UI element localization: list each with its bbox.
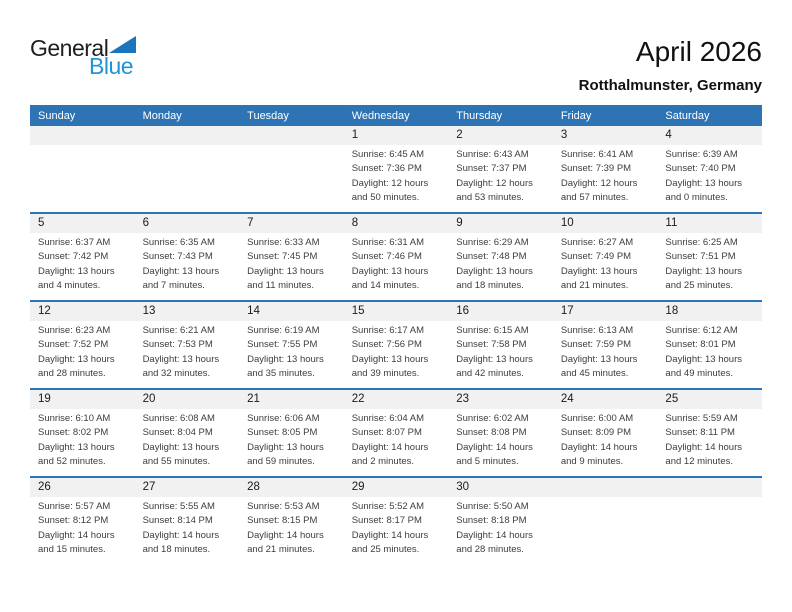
sunset-text: Sunset: 8:07 PM: [351, 427, 422, 439]
sunset-text: Sunset: 7:46 PM: [351, 251, 422, 263]
day-info: [553, 409, 658, 469]
sunset-text: Sunset: 7:37 PM: [456, 163, 527, 175]
day-info: [657, 409, 762, 469]
date-label: 16: [448, 302, 553, 321]
calendar-day-cell: [448, 302, 553, 388]
calendar-day-cell: [553, 302, 658, 388]
day-info: [448, 145, 553, 205]
sunset-text: Sunset: 8:05 PM: [247, 427, 318, 439]
date-label: 30: [448, 478, 553, 497]
sunrise-text: Sunrise: 6:41 AM: [560, 149, 634, 160]
daylight-text: Daylight: 13 hours and 39 minutes.: [351, 353, 429, 379]
logo-text-blue: Blue: [89, 53, 134, 79]
date-label: 14: [239, 302, 344, 321]
calendar-day-cell: [239, 302, 344, 388]
date-label: 10: [553, 214, 658, 233]
sunset-text: Sunset: 7:51 PM: [665, 251, 736, 263]
day-info: [344, 145, 449, 205]
day-info: [553, 145, 658, 205]
calendar-day-cell: [448, 478, 553, 564]
sunrise-text: Sunrise: 6:02 AM: [456, 413, 529, 424]
general-blue-logo: [30, 36, 136, 78]
calendar-week-row: [30, 212, 762, 300]
day-info: [239, 497, 344, 557]
date-label: 22: [344, 390, 449, 409]
date-label: 21: [239, 390, 344, 409]
day-info: [448, 409, 553, 469]
day-info: [239, 321, 344, 381]
calendar-empty-cell: [135, 126, 240, 212]
sunset-text: Sunset: 7:55 PM: [247, 339, 318, 351]
calendar-day-cell: [135, 478, 240, 564]
daylight-text: Daylight: 14 hours and 18 minutes.: [142, 529, 220, 555]
date-label: 24: [553, 390, 658, 409]
logo-text-general: General: [30, 35, 109, 61]
daylight-text: Daylight: 13 hours and 35 minutes.: [247, 353, 324, 379]
sunset-text: Sunset: 7:42 PM: [38, 251, 109, 263]
daylight-text: Daylight: 14 hours and 28 minutes.: [456, 529, 533, 555]
calendar-empty-cell: [553, 478, 658, 564]
day-info: [448, 233, 553, 293]
sunrise-text: Sunrise: 6:37 AM: [38, 237, 111, 248]
dow-header-monday: Monday: [142, 109, 182, 122]
daylight-text: Daylight: 13 hours and 25 minutes.: [665, 265, 742, 291]
calendar-week-row: [30, 126, 762, 212]
date-label: 7: [239, 214, 344, 233]
day-info: [448, 321, 553, 381]
calendar-day-cell: [553, 126, 658, 212]
sunset-text: Sunset: 7:52 PM: [38, 339, 109, 351]
date-label: 4: [657, 126, 762, 145]
sunset-text: Sunset: 7:53 PM: [142, 339, 213, 351]
calendar-day-cell: [344, 302, 449, 388]
sunrise-text: Sunrise: 6:04 AM: [351, 413, 425, 424]
day-info: [344, 321, 449, 381]
calendar-day-cell: [135, 214, 240, 300]
date-label: 11: [657, 214, 762, 233]
date-label: [135, 126, 240, 145]
sunrise-text: Sunrise: 6:33 AM: [247, 237, 320, 248]
page-title: April 2026: [635, 36, 762, 67]
sunset-text: Sunset: 8:15 PM: [247, 515, 318, 527]
sunrise-text: Sunrise: 5:53 AM: [247, 501, 320, 512]
daylight-text: Daylight: 14 hours and 25 minutes.: [351, 529, 429, 555]
sunset-text: Sunset: 8:11 PM: [665, 427, 735, 439]
sunrise-text: Sunrise: 6:43 AM: [456, 149, 529, 160]
calendar-day-cell: [448, 390, 553, 476]
day-info: [553, 233, 658, 293]
sunrise-text: Sunrise: 6:08 AM: [142, 413, 215, 424]
sunset-text: Sunset: 7:49 PM: [560, 251, 632, 263]
sunrise-text: Sunrise: 5:50 AM: [456, 501, 529, 512]
daylight-text: Daylight: 13 hours and 18 minutes.: [456, 265, 533, 291]
daylight-text: Daylight: 14 hours and 15 minutes.: [38, 529, 115, 555]
calendar-day-cell: [344, 390, 449, 476]
day-info: [30, 321, 135, 381]
sunset-text: Sunset: 8:17 PM: [351, 515, 422, 527]
date-label: 13: [135, 302, 240, 321]
day-info: [30, 497, 135, 557]
day-info: [30, 409, 135, 469]
date-label: 15: [344, 302, 449, 321]
date-label: 20: [135, 390, 240, 409]
sunrise-text: Sunrise: 6:45 AM: [351, 149, 425, 160]
day-info: [344, 233, 449, 293]
daylight-text: Daylight: 13 hours and 7 minutes.: [142, 265, 220, 291]
date-label: 19: [30, 390, 135, 409]
day-info: [239, 233, 344, 293]
calendar-day-cell: [239, 214, 344, 300]
date-label: [657, 478, 762, 497]
calendar-week-row: [30, 300, 762, 388]
day-info: [344, 497, 449, 557]
sunset-text: Sunset: 8:09 PM: [560, 427, 632, 439]
calendar-day-cell: [553, 390, 658, 476]
sunrise-text: Sunrise: 6:35 AM: [142, 237, 215, 248]
calendar-day-cell: [344, 214, 449, 300]
daylight-text: Daylight: 13 hours and 42 minutes.: [456, 353, 533, 379]
daylight-text: Daylight: 14 hours and 9 minutes.: [560, 441, 638, 467]
dow-header-sunday: Sunday: [38, 109, 76, 122]
day-info: [657, 321, 762, 381]
daylight-text: Daylight: 12 hours and 53 minutes.: [456, 177, 533, 203]
day-info: [657, 145, 762, 205]
daylight-text: Daylight: 13 hours and 11 minutes.: [247, 265, 324, 291]
dow-header-saturday: Saturday: [665, 109, 710, 122]
calendar-day-cell: [239, 478, 344, 564]
daylight-text: Daylight: 14 hours and 21 minutes.: [247, 529, 324, 555]
calendar-day-cell: [30, 390, 135, 476]
sunrise-text: Sunrise: 5:52 AM: [351, 501, 425, 512]
calendar-day-cell: [657, 302, 762, 388]
date-label: 17: [553, 302, 658, 321]
daylight-text: Daylight: 13 hours and 32 minutes.: [142, 353, 220, 379]
sunset-text: Sunset: 8:01 PM: [665, 339, 736, 351]
calendar-day-cell: [344, 126, 449, 212]
dow-header-friday: Friday: [560, 109, 592, 122]
date-label: 1: [344, 126, 449, 145]
calendar-day-cell: [135, 302, 240, 388]
daylight-text: Daylight: 13 hours and 28 minutes.: [38, 353, 115, 379]
date-label: 8: [344, 214, 449, 233]
calendar-week-row: [30, 476, 762, 564]
daylight-text: Daylight: 12 hours and 57 minutes.: [560, 177, 638, 203]
calendar-day-cell: [30, 478, 135, 564]
daylight-text: Daylight: 13 hours and 21 minutes.: [560, 265, 638, 291]
sunset-text: Sunset: 7:48 PM: [456, 251, 527, 263]
sunrise-text: Sunrise: 6:19 AM: [247, 325, 320, 336]
daylight-text: Daylight: 13 hours and 49 minutes.: [665, 353, 742, 379]
calendar-day-cell: [448, 126, 553, 212]
sunset-text: Sunset: 7:56 PM: [351, 339, 422, 351]
sunset-text: Sunset: 8:02 PM: [38, 427, 109, 439]
page-header: [0, 0, 792, 105]
date-label: 25: [657, 390, 762, 409]
sunrise-text: Sunrise: 6:06 AM: [247, 413, 320, 424]
sunrise-text: Sunrise: 6:25 AM: [665, 237, 738, 248]
dow-header-wednesday: Wednesday: [351, 109, 410, 122]
sunrise-text: Sunrise: 6:23 AM: [38, 325, 111, 336]
daylight-text: Daylight: 14 hours and 12 minutes.: [665, 441, 742, 467]
sunset-text: Sunset: 7:43 PM: [142, 251, 213, 263]
sunset-text: Sunset: 8:18 PM: [456, 515, 527, 527]
daylight-text: Daylight: 14 hours and 5 minutes.: [456, 441, 533, 467]
daylight-text: Daylight: 13 hours and 4 minutes.: [38, 265, 115, 291]
sunrise-text: Sunrise: 6:21 AM: [142, 325, 215, 336]
daylight-text: Daylight: 13 hours and 55 minutes.: [142, 441, 220, 467]
date-label: 18: [657, 302, 762, 321]
date-label: [239, 126, 344, 145]
sunrise-text: Sunrise: 6:00 AM: [560, 413, 634, 424]
calendar-day-cell: [553, 214, 658, 300]
calendar-empty-cell: [30, 126, 135, 212]
sunset-text: Sunset: 7:39 PM: [560, 163, 632, 175]
daylight-text: Daylight: 13 hours and 52 minutes.: [38, 441, 115, 467]
calendar-day-cell: [239, 390, 344, 476]
day-info: [239, 409, 344, 469]
daylight-text: Daylight: 13 hours and 14 minutes.: [351, 265, 429, 291]
sunset-text: Sunset: 7:36 PM: [351, 163, 422, 175]
date-label: 2: [448, 126, 553, 145]
daylight-text: Daylight: 13 hours and 45 minutes.: [560, 353, 638, 379]
date-label: 3: [553, 126, 658, 145]
daylight-text: Daylight: 13 hours and 59 minutes.: [247, 441, 324, 467]
calendar-day-cell: [344, 478, 449, 564]
sunrise-text: Sunrise: 6:29 AM: [456, 237, 529, 248]
sunrise-text: Sunrise: 5:55 AM: [142, 501, 215, 512]
day-info: [344, 409, 449, 469]
daylight-text: Daylight: 13 hours and 0 minutes.: [665, 177, 742, 203]
sunset-text: Sunset: 8:12 PM: [38, 515, 109, 527]
sunrise-text: Sunrise: 6:39 AM: [665, 149, 738, 160]
sunrise-text: Sunrise: 6:10 AM: [38, 413, 111, 424]
dow-header-tuesday: Tuesday: [247, 109, 289, 122]
sunset-text: Sunset: 8:14 PM: [142, 515, 213, 527]
sunset-text: Sunset: 7:45 PM: [247, 251, 318, 263]
sunrise-text: Sunrise: 6:15 AM: [456, 325, 529, 336]
sunset-text: Sunset: 7:59 PM: [560, 339, 632, 351]
calendar-day-cell: [657, 214, 762, 300]
day-info: [553, 321, 658, 381]
calendar-week-row: [30, 388, 762, 476]
day-info: [135, 321, 240, 381]
date-label: 23: [448, 390, 553, 409]
day-info: [135, 409, 240, 469]
calendar-day-cell: [657, 126, 762, 212]
sunrise-text: Sunrise: 6:17 AM: [351, 325, 425, 336]
sunrise-text: Sunrise: 6:31 AM: [351, 237, 425, 248]
day-info: [135, 497, 240, 557]
date-label: 9: [448, 214, 553, 233]
sunset-text: Sunset: 8:04 PM: [142, 427, 213, 439]
calendar-empty-cell: [657, 478, 762, 564]
page-subtitle: Rotthalmunster, Germany: [578, 77, 762, 95]
calendar-day-cell: [30, 214, 135, 300]
day-info: [657, 233, 762, 293]
date-label: 29: [344, 478, 449, 497]
sunrise-text: Sunrise: 6:13 AM: [560, 325, 634, 336]
calendar-table: [30, 105, 762, 564]
calendar-day-cell: [30, 302, 135, 388]
calendar-empty-cell: [239, 126, 344, 212]
calendar-day-cell: [657, 390, 762, 476]
sunrise-text: Sunrise: 5:57 AM: [38, 501, 111, 512]
sunset-text: Sunset: 7:58 PM: [456, 339, 527, 351]
date-label: 28: [239, 478, 344, 497]
date-label: 26: [30, 478, 135, 497]
date-label: [30, 126, 135, 145]
calendar-day-cell: [135, 390, 240, 476]
sunset-text: Sunset: 7:40 PM: [665, 163, 736, 175]
day-of-week-header-row: [30, 105, 762, 126]
sunrise-text: Sunrise: 6:12 AM: [665, 325, 738, 336]
sunset-text: Sunset: 8:08 PM: [456, 427, 527, 439]
calendar-day-cell: [448, 214, 553, 300]
date-label: 5: [30, 214, 135, 233]
sunrise-text: Sunrise: 6:27 AM: [560, 237, 634, 248]
date-label: 6: [135, 214, 240, 233]
day-info: [30, 233, 135, 293]
date-label: [553, 478, 658, 497]
dow-header-thursday: Thursday: [456, 109, 503, 122]
date-label: 12: [30, 302, 135, 321]
date-label: 27: [135, 478, 240, 497]
calendar-body: [30, 126, 762, 564]
daylight-text: Daylight: 12 hours and 50 minutes.: [351, 177, 429, 203]
day-info: [448, 497, 553, 557]
daylight-text: Daylight: 14 hours and 2 minutes.: [351, 441, 429, 467]
day-info: [135, 233, 240, 293]
sunrise-text: Sunrise: 5:59 AM: [665, 413, 738, 424]
